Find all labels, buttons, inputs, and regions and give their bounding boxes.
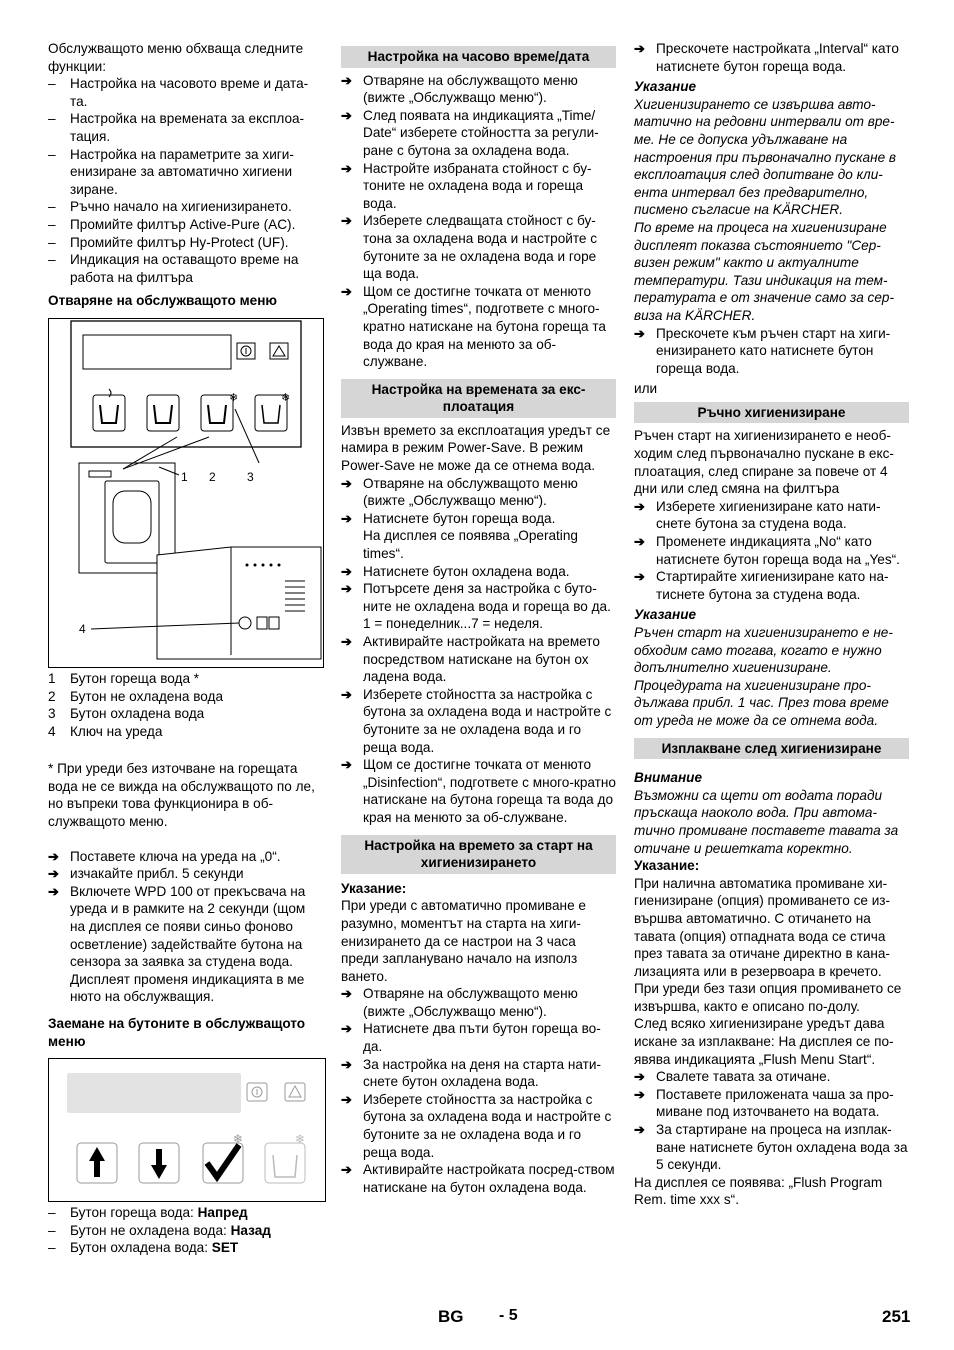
legend-item: 3 Бутон охладена вода	[48, 706, 205, 722]
column-2	[341, 40, 616, 1196]
list-item: ➔ Натиснете бутон охладена вода.	[341, 563, 570, 579]
note-label: Указание:	[634, 858, 700, 874]
or-text: или	[634, 381, 658, 397]
arrow-icon: ➔	[634, 41, 645, 56]
arrow-icon: ➔	[341, 757, 352, 773]
list-item: – Бутон гореща вода: Напред	[48, 1204, 320, 1222]
note-text: Ръчен старт на хигиенизирането е не-обходим само тогава, когато е нужно допълнително хигиенизиране.	[634, 625, 893, 676]
section-heading-time-date: Настройка на часово време/дата	[341, 46, 616, 68]
note-label: Указание:	[341, 880, 407, 896]
arrow-icon: ➔	[48, 848, 59, 864]
arrow-icon: ➔	[341, 1162, 352, 1178]
device-key-icon	[239, 617, 251, 629]
arrow-icon: ➔	[634, 534, 645, 550]
arrow-icon: ➔	[634, 1086, 645, 1102]
section-heading-manual-hygiene: Ръчно хигиенизиране	[634, 402, 909, 424]
note-text: Хигиенизирането се извършва авто-матично на редовни интервали от вре-ме. Не се допуска удължаване на настроения при първоначално пускане в експлоатация след допитване до кли-ента интервал без предварително, писмено съгласие на KÄRCHER.	[634, 96, 897, 218]
arrow-icon: ➔	[48, 883, 59, 899]
arrow-icon: ➔	[341, 581, 352, 597]
functions-list	[48, 75, 320, 286]
list-item: ➔ Свалете тавата за отичане.	[634, 1069, 831, 1085]
list-item: – Индикация на оставащото време на работа на филтъра	[48, 251, 320, 286]
arrow-icon: ➔	[341, 213, 352, 229]
note-text: Процедурата на хигиенизиране про-дължава прибл. 1 час. През това време от уреда не може да се отнема вода.	[634, 677, 889, 728]
assign-list	[48, 1204, 320, 1257]
arrow-icon: ➔	[634, 569, 645, 585]
arrow-icon: ➔	[341, 1091, 352, 1107]
cooled-water-button-icon	[201, 391, 238, 431]
arrow-icon: ➔	[634, 1122, 645, 1138]
legend-item: 1 Бутон гореща вода *	[48, 670, 200, 686]
arrow-icon: ➔	[634, 1069, 645, 1085]
note-text: При уреди с автоматично промиване е разумно, моментът на старта на хиги-енизирането да се настрои на 3 часа преди запланувано начало на използ ването.	[341, 898, 586, 984]
callout-1: 1	[181, 469, 188, 484]
sparkling-water-button-icon	[265, 1132, 305, 1183]
section-heading-operating-times: Настройка на времената за екс-плоатация	[341, 379, 616, 418]
arrow-icon: ➔	[341, 1056, 352, 1072]
footer-page-index: - 5	[499, 1307, 518, 1324]
svg-text:❄: ❄	[295, 1132, 306, 1147]
steps-list	[634, 1068, 909, 1174]
list-item: ➔ изчакайте прибл. 5 секунди	[48, 866, 244, 882]
section-heading-button-assign: Заемане на бутоните в обслужващото меню	[48, 1016, 306, 1049]
sparkling-water-button-icon	[255, 391, 290, 431]
section-heading-rinse: Изплакване след хигиенизиране	[634, 738, 909, 760]
steps-list	[341, 985, 616, 1196]
callout-2: 2	[209, 469, 216, 484]
arrow-icon: ➔	[341, 160, 352, 176]
section-heading-open-menu: Отваряне на обслужващото меню	[48, 293, 278, 309]
steps-list	[341, 475, 616, 827]
list-item: – Настройка на часовото време и дата-та.	[48, 75, 320, 110]
list-item: ➔ Натиснете два пъти бутон гореща во-да.	[341, 1021, 601, 1055]
control-panel-illustration	[49, 319, 323, 667]
callout-3: 3	[247, 469, 254, 484]
list-item: – Настройка на параметрите за хиги-енизиране за автоматично хигиени зиране.	[48, 146, 320, 199]
note-label: Указание	[634, 607, 697, 623]
column-1	[48, 40, 320, 1257]
list-item: ➔ Изберете хигиенизиране като нати-снете бутона за студена вода.	[634, 498, 881, 532]
arrow-icon: ➔	[341, 475, 352, 491]
warning-label: Внимание	[634, 770, 703, 786]
list-item: ➔ Променете индикацията „No“ като натиснете бутон гореща вода на „Yes“.	[634, 534, 900, 567]
section-heading-hygiene-start: Настройка на времето за старт на хигиенизирането	[341, 835, 616, 874]
list-item: ➔ Настройте избраната стойност с бу-тоните не охладена вода и гореща вода.	[341, 160, 592, 211]
legend-item: 4 Ключ на уреда	[48, 723, 163, 739]
arrow-icon: ➔	[341, 107, 352, 123]
note-label: Указание	[634, 79, 697, 95]
list-item: ➔ Активирайте настройката посред-ством натискане на бутон охладена вода.	[341, 1162, 615, 1195]
list-item: ➔ Изберете стойността за настройка с бутона за охладена вода и настройте с бутоните за не охладена вода и го реща вода.	[341, 1091, 612, 1160]
paragraph: При налична автоматика промиване хи-гиенизиране (опция) промиването се из-вършва автоматично. С отичането на тавата (опция) отпадната вода се стича през тавата за отичане директно в кана-лизацията или в резервоара в кречето.	[634, 875, 891, 979]
arrow-icon: ➔	[634, 325, 645, 341]
footer-page-number: 251	[882, 1307, 911, 1326]
list-item: ➔ Изберете следващата стойност с бу-тона за охладена вода и настройте с бутоните за не охладена вода и горе ща вода.	[341, 213, 598, 282]
steps-list	[634, 40, 909, 75]
list-item: ➔ Отваряне на обслужващото меню (вижте „Обслужващо меню“).	[341, 475, 578, 509]
paragraph: При уреди без тази опция промиването се извършва, както е описано по-долу.	[634, 981, 902, 1014]
arrow-icon: ➔	[341, 686, 352, 702]
steps-list	[634, 498, 909, 604]
hot-water-button-icon	[93, 389, 125, 431]
list-item: – Бутон не охладена вода: Назад	[48, 1222, 320, 1240]
forward-arrow-up-icon	[77, 1143, 117, 1183]
list-item: – Промийте филтър Hy-Protect (UF).	[48, 234, 320, 252]
uncooled-water-button-icon	[147, 395, 179, 431]
column-3	[634, 40, 909, 1209]
arrow-icon: ➔	[341, 986, 352, 1002]
list-item: ➔ Прескочете към ръчен старт на хиги-енизирането като натиснете бутон гореща вода.	[634, 325, 891, 376]
list-item: ➔ Поставете ключа на уреда на „0“.	[48, 848, 281, 864]
svg-text:❄: ❄	[281, 390, 291, 404]
legend-item: 2 Бутон не охладена вода	[48, 688, 224, 704]
note-text: По време на процеса на хигиенизиране дисплеят показва състоянието "Сер-визен режим" както и актуалните температури. Тази индикация на тем-пературата е от значение само за сер-виза на KÄRCHER.	[634, 219, 894, 323]
svg-text:❄: ❄	[229, 390, 239, 404]
arrow-icon: ➔	[341, 510, 352, 526]
list-item: – Настройка на времената за експлоа-тация.	[48, 110, 320, 145]
list-item: – Бутон охладена вода: SET	[48, 1239, 320, 1257]
list-item: ➔ Прескочете настройката „Interval“ като натиснете бутон гореща вода.	[634, 41, 899, 74]
arrow-icon: ➔	[634, 498, 645, 514]
button-panel-illustration	[49, 1059, 325, 1201]
list-item: ➔ Активирайте настройката на времето посредством натискане на бутон ох ладена вода.	[341, 634, 600, 685]
steps-list	[48, 848, 320, 1006]
footnote: * При уреди без източване на горещата вода не се вижда на обслужващото по ле, но въпреки това функционира в об-служващото меню.	[48, 761, 315, 830]
back-arrow-down-icon	[139, 1143, 179, 1183]
legend-list	[48, 670, 320, 740]
list-item: ➔ Отваряне на обслужващото меню (вижте „Обслужващо меню“).	[341, 72, 578, 106]
set-checkmark-icon	[203, 1132, 243, 1183]
list-item: ➔ Потърсете деня за настройка с буто-ните не охладена вода и гореща во да. 1 = понеделник...7 = неделя.	[341, 581, 611, 632]
list-item: ➔ Стартирайте хигиенизиране като на-тиснете бутона за студена вода.	[634, 569, 889, 602]
figure-button-panel	[48, 1058, 326, 1202]
warning-text: Възможни са щети от водата поради пръскаща наоколо вода. При автома-тично промиване поставете тавата за отичане и решетката коректно.	[634, 787, 899, 856]
arrow-icon: ➔	[341, 1021, 352, 1037]
list-item: – Ръчно начало на хигиенизирането.	[48, 198, 320, 216]
list-item: ➔ Изберете стойността за настройка с бутона за охладена вода и настройте с бутоните за не охладена вода и го реща вода.	[341, 686, 612, 755]
list-item: ➔ За стартиране на процеса на изплак-ване натиснете бутон охладена вода за 5 секунди.	[634, 1122, 908, 1173]
arrow-icon: ➔	[48, 866, 59, 882]
list-item: ➔ След появата на индикацията „Time/ Date“ изберете стойността за регули-ране с бутона за охладена вода.	[341, 107, 599, 158]
callout-4: 4	[79, 621, 86, 636]
steps-list	[634, 325, 909, 378]
arrow-icon: ➔	[341, 563, 352, 579]
list-item: ➔ Щом се достигне точката от менюто „Operating times“, подгответе с много-кратно натискане на бутона гореща та вода до края на менюто за об-служване.	[341, 283, 606, 370]
arrow-icon: ➔	[341, 634, 352, 649]
list-item: ➔ Включете WPD 100 от прекъсвача на уреда и в рамките на 2 секунди (щом на дисплея се появи синьо фоново осветление) задействайте бутона на сензора за заявка за студена вода. Дисплеят променя индикацията в ме нюто на обслужващия.	[48, 883, 306, 1005]
list-item: ➔ Натиснете бутон гореща вода. На дисплея се появява „Operating times“.	[341, 510, 578, 562]
svg-text:❄: ❄	[233, 1132, 244, 1147]
list-item: ➔ Отваряне на обслужващото меню (вижте „Обслужващо меню“).	[341, 986, 578, 1019]
paragraph: След всяко хигиенизиране уредът дава искане за изплакване: На дисплея се по-явява индикацията „Flush Menu Start“.	[634, 1016, 894, 1067]
paragraph: Ръчен старт на хигиенизирането е необ-ходим след първоначално пускане в екс-плоатация, след спиране за повече от 4 дни или след смяна на филтъра	[634, 428, 894, 497]
paragraph: Извън времето за експлоатация уредът се намира в режим Power-Save. В режим Power-Save не може да се отнема вода.	[341, 422, 611, 474]
list-item: ➔ Поставете приложената чаша за про-миване под източването на водата.	[634, 1086, 894, 1120]
intro-text: Обслужващото меню обхваща следните функции:	[48, 41, 304, 74]
arrow-icon: ➔	[341, 72, 352, 88]
list-item: ➔ За настройка на деня на старта нати-снете бутон охладена вода.	[341, 1056, 601, 1090]
list-item: – Промийте филтър Active-Pure (AC).	[48, 216, 320, 234]
figure-control-panel	[48, 318, 324, 668]
list-item: ➔ Щом се достигне точката от менюто „Disinfection“, подгответе с много-кратно натискане на бутона гореща та вода до края на менюто за об-служване.	[341, 757, 616, 825]
arrow-icon: ➔	[341, 283, 352, 299]
steps-list	[341, 72, 616, 371]
paragraph: На дисплея се появява: „Flush Program Rem. time xxx s“.	[634, 1174, 883, 1208]
footer-language: BG	[438, 1307, 464, 1326]
